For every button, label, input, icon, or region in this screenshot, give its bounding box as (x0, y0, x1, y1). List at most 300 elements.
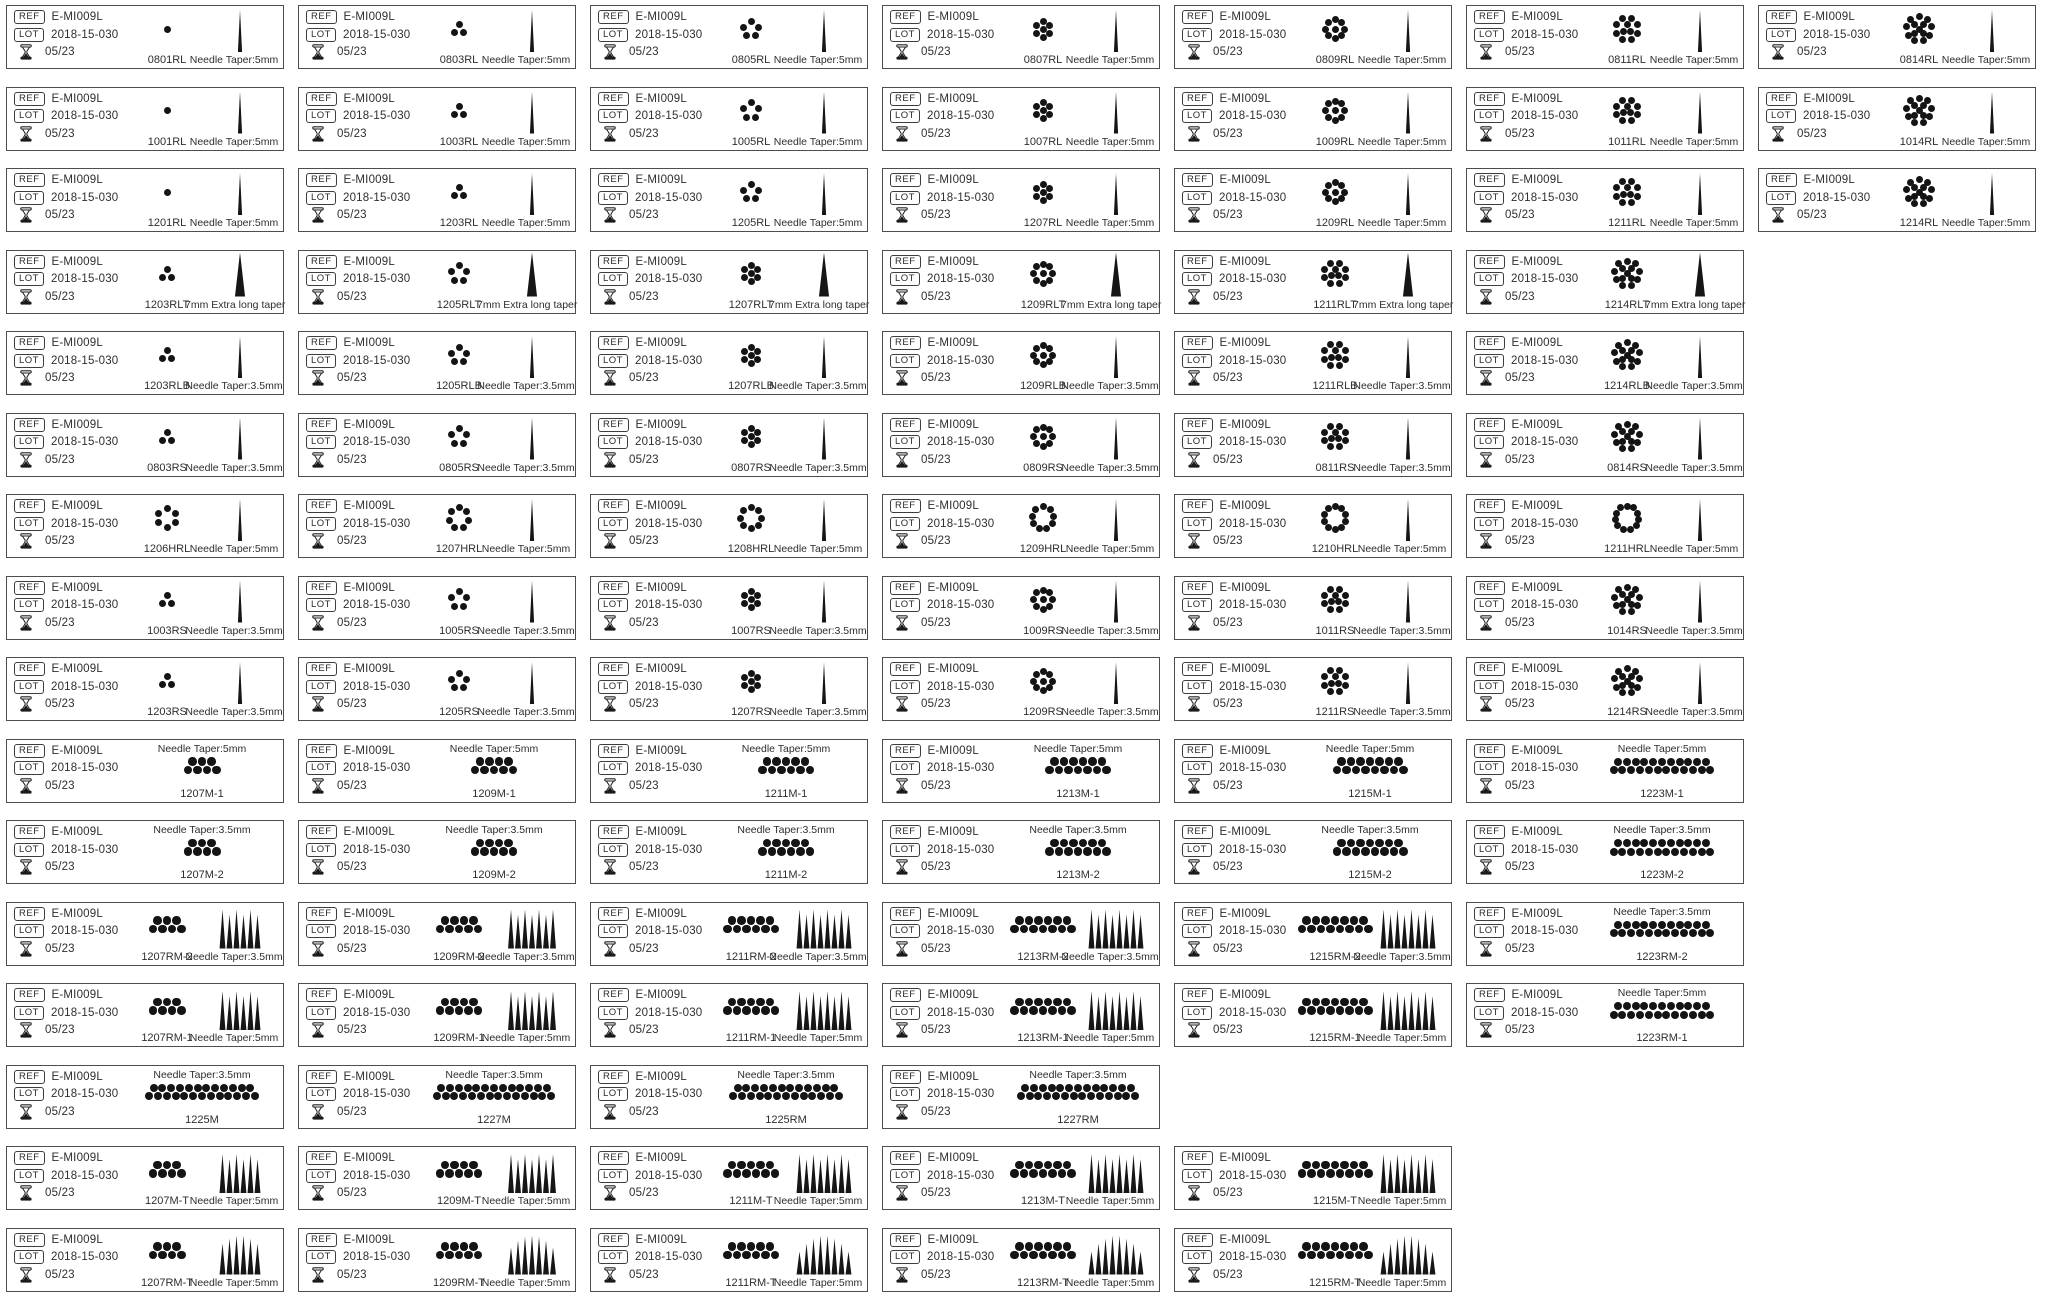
lot-label: LOT (306, 1006, 336, 1020)
ref-value: E-MI009L (927, 989, 979, 1001)
needle-label-card (298, 1146, 576, 1210)
label-row-hollow-round-liner (6, 494, 2036, 558)
lot-label: LOT (1474, 517, 1504, 531)
needle-code: 1213M-T (1020, 1195, 1066, 1207)
label-info-block (598, 662, 702, 711)
lot-value: 2018-15-030 (50, 110, 119, 122)
ref-label: REF (598, 662, 629, 676)
ref-value: E-MI009L (635, 337, 687, 349)
taper-spec: Needle Taper:5mm (1649, 135, 1739, 148)
taper-spec: Needle Taper:5mm (1357, 1276, 1447, 1289)
taper-spec: Needle Taper:5mm (773, 543, 863, 555)
lot-label: LOT (890, 598, 920, 612)
needle-label-card (590, 5, 868, 69)
needle-label-card (298, 739, 576, 803)
needle-label-card (1174, 902, 1452, 966)
lot-value: 2018-15-030 (634, 680, 703, 693)
expiry-date: 05/23 (1797, 46, 1827, 58)
needle-code: 1207HRL (435, 543, 483, 555)
hourglass-icon (306, 44, 330, 60)
lot-label: LOT (890, 191, 920, 205)
lot-value: 2018-15-030 (634, 599, 703, 611)
label-info-block (1182, 173, 1286, 222)
ref-label: REF (1182, 1233, 1213, 1247)
needle-label-card (882, 902, 1160, 966)
taper-spec: 7mm Extra long taper (477, 298, 578, 311)
hourglass-icon (890, 1022, 914, 1038)
needle-code: 1205RL (731, 217, 771, 229)
label-row-round-liner-b (6, 331, 2036, 395)
lot-value: 2018-15-030 (926, 1088, 995, 1100)
label-info-block (14, 744, 118, 793)
ref-value: E-MI009L (1511, 11, 1563, 23)
label-info-block (890, 988, 994, 1037)
needle-configuration-dots (716, 904, 786, 948)
ref-value: E-MI009L (343, 337, 395, 349)
lot-value: 2018-15-030 (50, 354, 119, 367)
label-info-block (598, 10, 702, 59)
taper-spec: Needle Taper:5mm (481, 543, 571, 555)
ref-label: REF (306, 499, 337, 513)
needle-illustration (503, 1233, 561, 1275)
ref-label: REF (598, 1233, 629, 1247)
needle-code: 1205RS (439, 706, 479, 718)
needle-configuration-dots (1592, 659, 1662, 703)
lot-label: LOT (1182, 761, 1212, 775)
needle-label-card (590, 902, 868, 966)
label-info-block (14, 418, 118, 467)
ref-value: E-MI009L (343, 581, 395, 594)
hourglass-icon (14, 1022, 38, 1038)
lot-label: LOT (1474, 843, 1504, 857)
needle-configuration-dots (132, 415, 202, 459)
needle-configuration-dots (1290, 750, 1450, 786)
ref-value: E-MI009L (1219, 989, 1271, 1001)
hourglass-icon (890, 615, 914, 631)
needle-label-card (298, 87, 576, 151)
needle-label-card (6, 1146, 284, 1210)
needle-configuration-dots (1582, 831, 1742, 867)
ref-label: REF (1182, 744, 1213, 758)
ref-value: E-MI009L (635, 907, 687, 920)
needle-label-card (298, 250, 576, 314)
needle-illustration (211, 10, 269, 52)
ref-value: E-MI009L (927, 581, 979, 594)
lot-label: LOT (14, 1250, 44, 1264)
expiry-date: 05/23 (629, 698, 659, 710)
needle-code: 1213RM-1 (1017, 1032, 1069, 1044)
ref-label: REF (306, 1233, 337, 1247)
needle-illustration (211, 662, 269, 704)
needle-configuration-dots (1884, 170, 1954, 214)
label-info-block (306, 907, 410, 956)
ref-label: REF (306, 907, 337, 921)
needle-configuration-dots (414, 750, 574, 786)
lot-label: LOT (598, 435, 628, 449)
hourglass-icon (306, 615, 330, 631)
needle-code: 0811RS (1315, 461, 1355, 474)
needle-configuration-dots (414, 831, 574, 867)
ref-label: REF (306, 662, 337, 676)
taper-spec: Needle Taper:3.5mm (737, 1068, 835, 1081)
hourglass-icon (1474, 533, 1498, 549)
needle-illustration (795, 173, 853, 215)
lot-value: 2018-15-030 (342, 273, 411, 285)
needle-code: 1211RM-T (725, 1276, 777, 1289)
taper-spec: Needle Taper:3.5mm (185, 461, 283, 474)
needle-label-card (1174, 87, 1452, 151)
needle-label-card (882, 576, 1160, 640)
needle-code: 1211RL (1608, 217, 1646, 229)
needle-code: 0807RL (1023, 54, 1063, 66)
ref-value: E-MI009L (51, 174, 103, 186)
label-info-block (1182, 10, 1286, 59)
ref-value: E-MI009L (343, 418, 395, 431)
ref-value: E-MI009L (927, 255, 979, 268)
needle-configuration-dots (1008, 252, 1078, 296)
expiry-date: 05/23 (337, 1268, 367, 1281)
taper-spec: Needle Taper:3.5mm (445, 824, 543, 836)
lot-value: 2018-15-030 (634, 436, 703, 448)
expiry-date: 05/23 (1213, 290, 1243, 303)
lot-value: 2018-15-030 (50, 1088, 119, 1100)
label-row-round-liner-0.35mm (6, 168, 2036, 232)
expiry-date: 05/23 (1505, 372, 1535, 384)
expiry-date: 05/23 (629, 861, 659, 873)
lot-label: LOT (598, 680, 628, 694)
needle-illustration (1087, 10, 1145, 52)
needle-label-card (882, 657, 1160, 721)
needle-label-card (1466, 820, 1744, 884)
ref-label: REF (14, 255, 45, 269)
needle-label-card (882, 413, 1160, 477)
label-info-block (14, 1151, 118, 1200)
label-info-block (890, 173, 994, 222)
expiry-date: 05/23 (45, 209, 75, 221)
needle-illustration (795, 499, 853, 541)
expiry-date: 05/23 (45, 779, 75, 792)
expiry-date: 05/23 (45, 46, 75, 58)
ref-value: E-MI009L (1219, 744, 1271, 757)
needle-illustration (1671, 336, 1729, 378)
ref-label: REF (890, 1070, 921, 1084)
needle-code: 1007RL (1023, 135, 1063, 148)
label-info-block (890, 744, 994, 793)
needle-illustration (1671, 92, 1729, 134)
lot-label: LOT (306, 1087, 336, 1101)
needle-illustration (1671, 499, 1729, 541)
needle-illustration (795, 255, 853, 297)
lot-value: 2018-15-030 (50, 436, 119, 448)
label-info-block (890, 907, 994, 956)
ref-value: E-MI009L (343, 1152, 395, 1164)
needle-label-card (1466, 494, 1744, 558)
lot-label: LOT (598, 28, 628, 42)
taper-spec: Needle Taper:3.5mm (477, 624, 575, 637)
hourglass-icon (306, 370, 330, 386)
label-row-magnum-2 (6, 820, 2036, 884)
hourglass-icon (14, 370, 38, 386)
needle-illustration (1379, 907, 1437, 949)
ref-value: E-MI009L (927, 663, 979, 675)
label-info-block (598, 336, 702, 385)
needle-illustration (1379, 1151, 1437, 1193)
expiry-date: 05/23 (337, 1187, 367, 1199)
taper-spec: Needle Taper:3.5mm (1645, 706, 1743, 718)
needle-code: 1214RLT (1604, 298, 1650, 311)
needle-label-card (6, 657, 284, 721)
needle-illustration (1379, 10, 1437, 52)
expiry-date: 05/23 (629, 209, 659, 221)
needle-configuration-dots (1008, 904, 1078, 948)
needle-code: 1215M-1 (1348, 787, 1392, 800)
needle-illustration (1087, 907, 1145, 949)
needle-label-card (1466, 87, 1744, 151)
hourglass-icon (598, 941, 622, 957)
taper-spec: Needle Taper:3.5mm (1613, 824, 1711, 836)
lot-label: LOT (306, 517, 336, 531)
lot-value: 2018-15-030 (1510, 599, 1579, 611)
lot-label: LOT (598, 191, 628, 205)
taper-spec: Needle Taper:5mm (1065, 1276, 1155, 1289)
ref-value: E-MI009L (343, 500, 395, 512)
needle-label-card (6, 820, 284, 884)
taper-spec: Needle Taper:3.5mm (1353, 624, 1451, 637)
needle-code: 1206HRL (143, 543, 191, 555)
ref-label: REF (890, 255, 921, 269)
needle-label-card (1174, 739, 1452, 803)
ref-value: E-MI009L (343, 11, 395, 23)
label-info-block (1474, 988, 1578, 1037)
needle-label-card (1174, 250, 1452, 314)
needle-label-card (1466, 576, 1744, 640)
lot-value: 2018-15-030 (1510, 1006, 1579, 1019)
lot-label: LOT (890, 517, 920, 531)
ref-value: E-MI009L (1219, 500, 1271, 512)
taper-spec: Needle Taper:3.5mm (185, 950, 283, 963)
ref-value: E-MI009L (51, 989, 103, 1001)
needle-code: 1209RM-1 (433, 1032, 485, 1044)
lot-label: LOT (598, 272, 628, 286)
ref-value: E-MI009L (51, 1233, 103, 1246)
needle-configuration-dots (122, 831, 282, 867)
lot-value: 2018-15-030 (1802, 110, 1871, 122)
hourglass-icon (306, 1185, 330, 1201)
needle-label-card (6, 87, 284, 151)
ref-value: E-MI009L (1219, 581, 1271, 594)
needle-configuration-dots (1592, 578, 1662, 622)
taper-spec: Needle Taper:5mm (773, 217, 863, 229)
expiry-date: 05/23 (921, 942, 951, 955)
needle-configuration-dots (1008, 1148, 1078, 1192)
ref-label: REF (306, 255, 337, 269)
hourglass-icon (598, 1267, 622, 1283)
taper-spec: Needle Taper:3.5mm (769, 706, 867, 718)
needle-configuration-dots (716, 89, 786, 133)
needle-illustration (795, 418, 853, 460)
ref-value: E-MI009L (635, 1152, 687, 1164)
needle-configuration-dots (1008, 578, 1078, 622)
hourglass-icon (14, 126, 38, 142)
needle-code: 1208HRL (727, 543, 775, 555)
needle-illustration (503, 336, 561, 378)
taper-spec: Needle Taper:3.5mm (185, 380, 283, 392)
ref-label: REF (598, 744, 629, 758)
expiry-date: 05/23 (45, 698, 75, 710)
ref-label: REF (890, 499, 921, 513)
needle-configuration-dots (706, 831, 866, 867)
taper-spec: Needle Taper:3.5mm (1353, 461, 1451, 474)
needle-label-card (1174, 5, 1452, 69)
needle-configuration-dots (132, 496, 202, 540)
expiry-date: 05/23 (45, 1024, 75, 1036)
expiry-date: 05/23 (629, 1105, 659, 1118)
ref-label: REF (14, 10, 45, 24)
hourglass-icon (890, 126, 914, 142)
taper-spec: Needle Taper:5mm (741, 742, 831, 755)
needle-code: 1009RS (1023, 624, 1063, 637)
taper-spec: Needle Taper:5mm (1617, 987, 1707, 999)
needle-illustration (503, 10, 561, 52)
hourglass-icon (1474, 696, 1498, 712)
expiry-date: 05/23 (1213, 1268, 1243, 1281)
ref-label: REF (598, 581, 629, 595)
hourglass-icon (14, 941, 38, 957)
ref-label: REF (1474, 173, 1505, 187)
ref-value: E-MI009L (343, 744, 395, 757)
needle-illustration (1087, 255, 1145, 297)
taper-spec: Needle Taper:5mm (1649, 217, 1739, 229)
expiry-date: 05/23 (1505, 861, 1535, 873)
needle-code: 1207RLB (728, 380, 774, 392)
lot-label: LOT (598, 1169, 628, 1183)
lot-label: LOT (890, 680, 920, 694)
needle-code: 1207RLT (728, 298, 774, 311)
lot-value: 2018-15-030 (926, 680, 995, 693)
expiry-date: 05/23 (1505, 942, 1535, 955)
ref-label: REF (14, 988, 45, 1002)
expiry-date: 05/23 (921, 1187, 951, 1199)
hourglass-icon (14, 44, 38, 60)
needle-configuration-dots (424, 659, 494, 703)
label-info-block (1474, 581, 1578, 630)
needle-configuration-dots (424, 1230, 494, 1274)
needle-configuration-dots (998, 1076, 1158, 1112)
needle-code: 1011RL (1608, 135, 1646, 148)
needle-code: 1223RM-2 (1636, 950, 1688, 963)
ref-label: REF (890, 10, 921, 24)
needle-code: 1211M-1 (764, 787, 808, 800)
ref-label: REF (306, 418, 337, 432)
needle-label-card (1466, 739, 1744, 803)
needle-configuration-dots (716, 1230, 786, 1274)
hourglass-icon (1182, 1267, 1206, 1283)
needle-label-card (882, 250, 1160, 314)
label-info-block (890, 1151, 994, 1200)
hourglass-icon (1766, 44, 1790, 60)
hourglass-icon (306, 126, 330, 142)
expiry-date: 05/23 (921, 127, 951, 140)
expiry-date: 05/23 (45, 372, 75, 384)
lot-value: 2018-15-030 (634, 1169, 703, 1182)
expiry-date: 05/23 (921, 779, 951, 792)
lot-value: 2018-15-030 (1510, 517, 1579, 530)
ref-label: REF (1766, 10, 1797, 24)
needle-configuration-dots (716, 578, 786, 622)
needle-illustration (1087, 1151, 1145, 1193)
label-info-block (598, 418, 702, 467)
ref-value: E-MI009L (1511, 581, 1563, 594)
hourglass-icon (1474, 44, 1498, 60)
ref-label: REF (890, 907, 921, 921)
lot-value: 2018-15-030 (1218, 273, 1287, 285)
label-info-block (1474, 744, 1578, 793)
hourglass-icon (1182, 859, 1206, 875)
needle-label-card (298, 494, 576, 558)
lot-label: LOT (1766, 191, 1796, 205)
label-info-block (890, 255, 994, 304)
needle-code: 1215M-T (1312, 1195, 1358, 1207)
needle-illustration (1671, 173, 1729, 215)
ref-value: E-MI009L (1219, 174, 1271, 186)
needle-code: 1211M-T (729, 1195, 773, 1207)
lot-value: 2018-15-030 (1510, 354, 1579, 367)
needle-code: 1213M-2 (1056, 869, 1100, 881)
needle-illustration (1963, 10, 2021, 52)
label-info-block (14, 662, 118, 711)
needle-label-card (882, 820, 1160, 884)
taper-spec: Needle Taper:3.5mm (1321, 824, 1419, 836)
needle-label-card (1466, 657, 1744, 721)
expiry-date: 05/23 (1797, 127, 1827, 140)
lot-value: 2018-15-030 (50, 843, 119, 856)
needle-configuration-dots (122, 750, 282, 786)
hourglass-icon (1182, 1185, 1206, 1201)
ref-label: REF (306, 581, 337, 595)
expiry-date: 05/23 (1505, 290, 1535, 303)
needle-label-card (1174, 820, 1452, 884)
taper-spec: Needle Taper:5mm (189, 543, 279, 555)
hourglass-icon (598, 696, 622, 712)
expiry-date: 05/23 (1505, 209, 1535, 221)
label-info-block (1182, 336, 1286, 385)
expiry-date: 05/23 (1505, 46, 1535, 58)
label-info-block (1766, 10, 1870, 59)
needle-configuration-dots (1008, 89, 1078, 133)
needle-code: 1209RS (1023, 706, 1063, 718)
needle-configuration-dots (424, 252, 494, 296)
label-info-block (1182, 825, 1286, 874)
needle-code: 1205RLB (436, 380, 482, 392)
ref-value: E-MI009L (1803, 11, 1855, 23)
needle-configuration-dots (1300, 985, 1370, 1029)
expiry-date: 05/23 (1505, 453, 1535, 466)
lot-value: 2018-15-030 (50, 1169, 119, 1182)
needle-illustration (1087, 662, 1145, 704)
lot-value: 2018-15-030 (342, 110, 411, 122)
needle-label-card (1466, 902, 1744, 966)
needle-illustration (1087, 336, 1145, 378)
label-row-round-shader-0.25mm (6, 413, 2036, 477)
needle-code: 1209M-2 (472, 869, 516, 881)
lot-value: 2018-15-030 (926, 354, 995, 367)
ref-value: E-MI009L (927, 826, 979, 838)
taper-spec: Needle Taper:5mm (157, 742, 247, 755)
ref-value: E-MI009L (1511, 174, 1563, 186)
hourglass-icon (1182, 207, 1206, 223)
taper-spec: Needle Taper:5mm (189, 135, 279, 148)
lot-value: 2018-15-030 (926, 110, 995, 122)
